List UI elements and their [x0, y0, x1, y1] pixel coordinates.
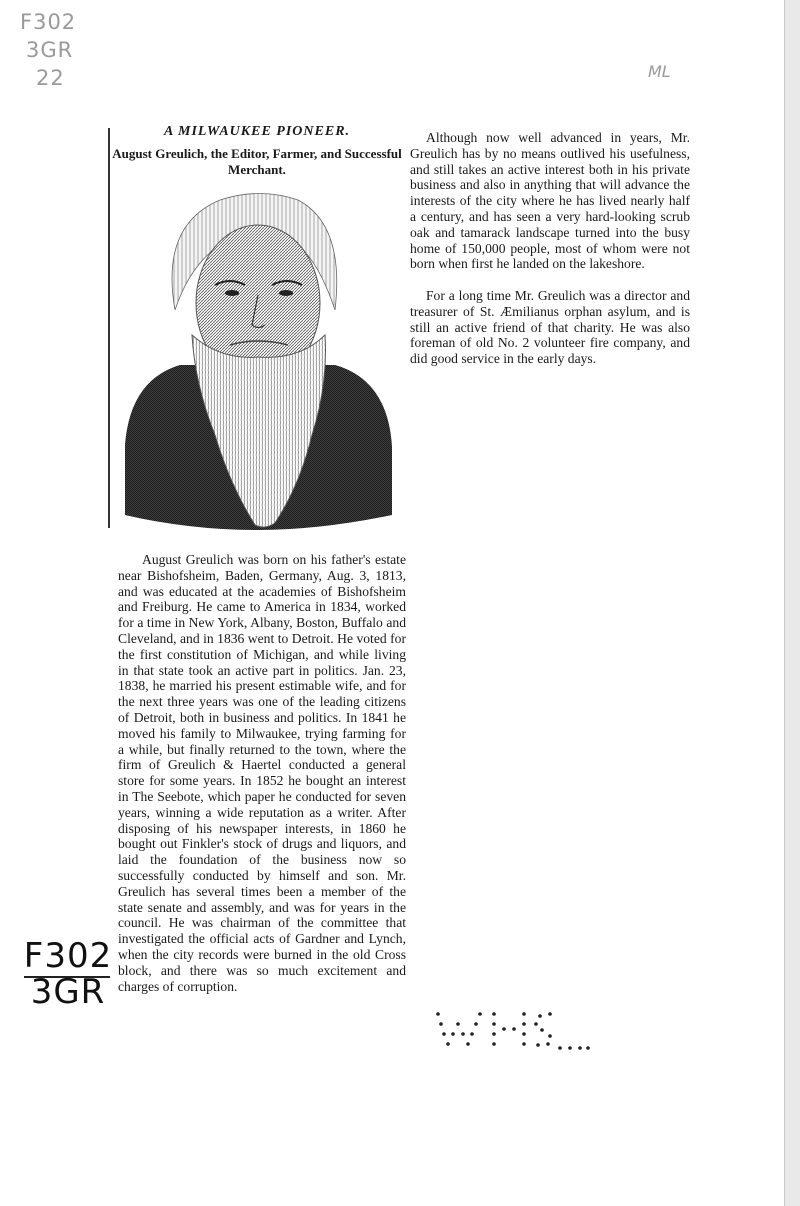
article-paragraph-biography: August Greulich was born on his father's estate near Bishofsheim, Baden, Germany, Aug. 3, 1813, and was educated at the academies of Bishofsheim and Freiburg. He came to America in 1834, worked for a time in New York, Albany, Boston, Buffalo and Cleveland, and in 1836 went to Detroit. He voted for the first constitution of Michigan, and while living in that state took an active part in politics. Jan. 23, 1838, he married his present estimable wife, and for the next three years was one of the leading citizens of Detroit, both in business and politics. In 1841 he moved his family to Milwaukee, trying farming for a while, but finally returned to the town, where the firm of Greulich & Haertel conducted a general store for some years. In 1852 he bought an interest in The Seebote, which paper he conducted for seven years, winning a wide reputation as a writer. After disposing of his newspaper interests, in 1860 he bought out Finkler's stock of drugs and liquors, and laid the foundation of the business now so successfully conducted by himself and son. Mr. Greulich has several times been a member of the state senate and assembly, and was for years in the council. He was chairman of the committee that investigated the official acts of Gardner and Lynch, when the city records were burned in the old Cross block, and there was so much excitement and charges of corruption. — [118, 552, 406, 994]
column-rule — [108, 128, 110, 528]
article-paragraph-later-years: Although now well advanced in years, Mr. Greulich has by no means outlived his usefulness, and still takes an active interest both in his private business and also in anything that will advance the interests of the city where he has lived nearly half a century, and has seen a very hard-looking scrub oak and tamarack landscape turned into the busy home of 150,000 people, most of whom were not born when first he landed on the lakeshore. — [410, 130, 690, 272]
page-edge — [784, 0, 800, 1206]
pencil-note-initials: ML — [648, 62, 671, 81]
pencil-note-catalog: F302 — [20, 10, 77, 34]
pencil-note-number: 22 — [36, 66, 65, 90]
catalog-stamp-series: 3GR — [30, 972, 106, 1012]
catalog-stamp-number: F302 — [23, 936, 113, 976]
article-headline: A MILWAUKEE PIONEER. — [163, 124, 351, 139]
article-subhead: August Greulich, the Editor, Farmer, and Successful Merchant. — [112, 146, 402, 177]
portrait-engraving — [120, 185, 395, 540]
pencil-note-series: 3GR — [26, 38, 74, 62]
perforation-stamp — [432, 1008, 592, 1058]
article-paragraph-charity: For a long time Mr. Greulich was a director and treasurer of St. Æmilianus orphan asylum, and is still an active friend of that charity. He was also foreman of old No. 2 volunteer fire company, and did good service in the early days. — [410, 288, 690, 367]
